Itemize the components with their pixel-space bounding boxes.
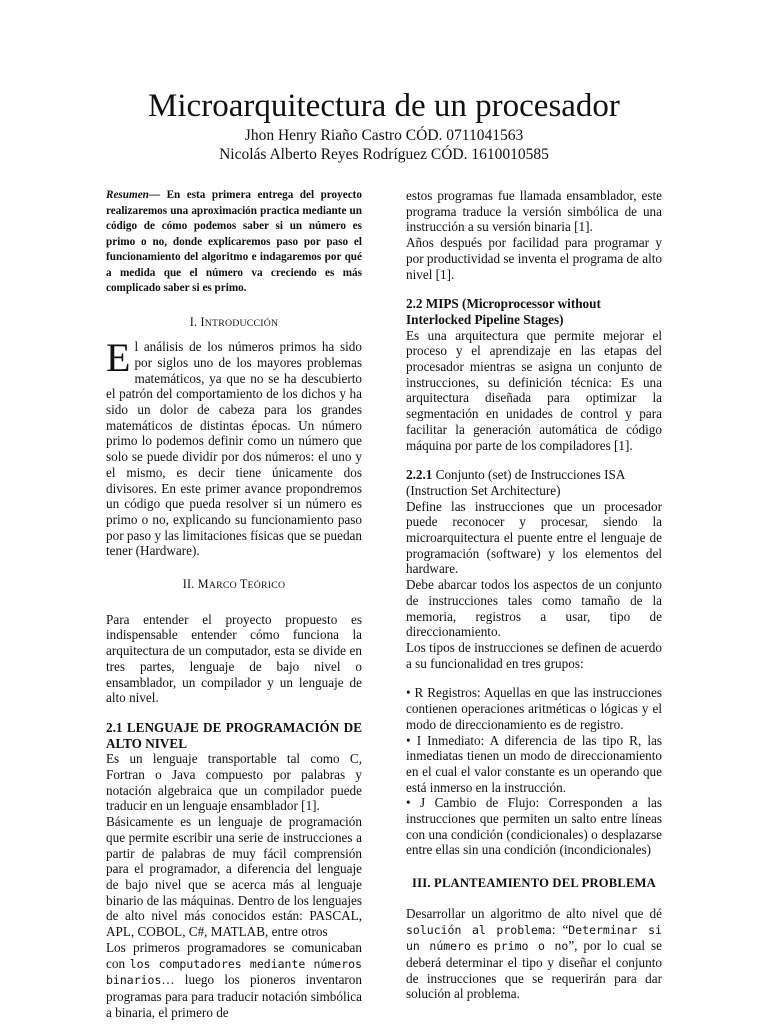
sub21-paragraph-2: Básicamente es un lenguaje de programación que permite escribir una serie de instrucciones a partir de palabras de muy fácil comprensión para el programador, a diferencia del lenguaje de bajo nivel que se acerca más al lenguaje binario de las máquinas. Dentro de los lenguajes de alto nivel más conocidos están: PASCAL, APL, COBOL, C#, MATLAB, entre otros [106, 814, 362, 940]
marco-paragraph: Para entender el proyecto propuesto es indispensable entender cómo funciona la arquitectura de un computador, esta se divide en tres partes, lenguaje de bajo nivel o ensamblador, un compilador y un lenguaje de alto nivel. [106, 611, 362, 706]
paper-title: Microarquitectura de un procesador [148, 88, 620, 124]
planteamiento-paragraph: Desarrollar un algoritmo de alto nivel que dé solución al problema: “Determinar si un número es primo o no”, por lo cual se deberá determinar el tipo y diseñar el conjunto de instrucciones que se requerirán para dar solución al problema. [406, 905, 662, 1002]
section-heading-introduccion: I. INTRODUCCIÓN [189, 314, 279, 329]
bullet-j-cambio-flujo: • J Cambio de Flujo: Corresponden a las instrucciones que permiten un salto entre líneas con una condición (condicionales) o desplazarse entre ellas sin una condición (incondicionales) [406, 795, 662, 858]
continuation-paragraph: estos programas fue llamada ensamblador, este programa traduce la versión simbólica de una instrucción a su versión binaria [1]. [406, 188, 662, 235]
continuation-paragraph-2: Años después por facilidad para programar y por productividad se inventa el programa de alto nivel [1]. [406, 235, 662, 282]
author-line-2: Nicolás Alberto Reyes Rodríguez CÓD. 1610010585 [219, 146, 549, 163]
abstract-lead: Resumen [106, 189, 149, 201]
subsection-heading-2-1: 2.1 LENGUAJE DE PROGRAMACIÓN DE ALTO NIVEL [106, 719, 362, 751]
intro-paragraph: El análisis de los números primos ha sido por siglos uno de los mayores problemas matemáticos, ya que no se ha descubierto el patrón del comportamiento de los dichos y ha sido un dolor de cabeza para los grandes matemáticos de distintas épocas. Un número primo lo podemos definir como un número que solo se puede dividir por dos números: el uno y el mismo, es decir tiene únicamente dos divisores. En este primer avance propondremos un código que pueda resolver si un número es primo o no, explicando su funcionamiento paso por paso y las limitaciones físicas que se puedan tener (Hardware). [106, 335, 362, 559]
bullet-i-inmediato: • I Inmediato: A diferencia de las tipo R, las inmediatas tienen un modo de direccionamiento en el cual el valor constante es un operando que está inmerso en la instrucción. [406, 732, 662, 795]
sub21-paragraph-3: Los primeros programadores se comunicaban con los computadores mediante números binarios… luego los pioneros inventaron programas para para traducir notación simbólica a binaria, el primero de [106, 939, 362, 1020]
isa-paragraph-2: Debe abarcar todos los aspectos de un conjunto de instrucciones tales como tamaño de la memoria, registros a usar, tipo de direccionamiento. [406, 577, 662, 640]
isa-paragraph-1: Define las instrucciones que un procesador puede reconocer y procesar, siendo la microarquitectura el puente entre el lenguaje de programación (software) y los elementos del hardware. [406, 498, 662, 577]
mips-paragraph: Es una arquitectura que permite mejorar el proceso y el aprendizaje en las etapas del procesador mientras se asigna un conjunto de instrucciones, su definición técnica: Es una arquitectura diseñada para optimizar la segmentación en unidades de control y para facilitar la generación automática de código máquina por parte de los compiladores [1]. [406, 327, 662, 453]
section-heading-marco-teorico: II. MARCO TEÓRICO [182, 577, 286, 592]
sub21-paragraph-1: Es un lenguaje transportable tal como C, Fortran o Java compuesto por palabras y notación algebraica que un compilador puede traducir en un lenguaje ensamblador [1]. [106, 751, 362, 814]
abstract [106, 188, 362, 297]
abstract-text: — En esta primera entrega del proyecto realizaremos una aproximación practica mediante un código de cómo podemos saber si un número es primo o no, donde explicaremos paso por paso el funcionamiento del algoritmo e indagaremos por qué a medida que el número va creciendo es más complicado saber si es primo. [106, 189, 362, 294]
subsection-heading-2-2-1: 2.2.1 Conjunto (set) de Instrucciones ISA (Instruction Set Architecture) [406, 467, 625, 498]
author-line-1: Jhon Henry Riaño Castro CÓD. 0711041563 [244, 127, 524, 144]
section-heading-planteamiento: III. PLANTEAMIENTO DEL PROBLEMA [412, 876, 656, 891]
bullet-r-registros: • R Registros: Aquellas en que las instrucciones contienen operaciones aritméticas o lógicas y el modo de direccionamiento es de registro. [406, 685, 662, 732]
right-column [406, 188, 662, 1002]
dropcap-letter: E [106, 335, 131, 381]
isa-paragraph-3: Los tipos de instrucciones se definen de acuerdo a su funcionalidad en tres grupos: [406, 639, 662, 671]
left-column [106, 188, 362, 1020]
subsection-heading-2-2: 2.2 MIPS (Microprocessor without Interlocked Pipeline Stages) [406, 296, 601, 327]
